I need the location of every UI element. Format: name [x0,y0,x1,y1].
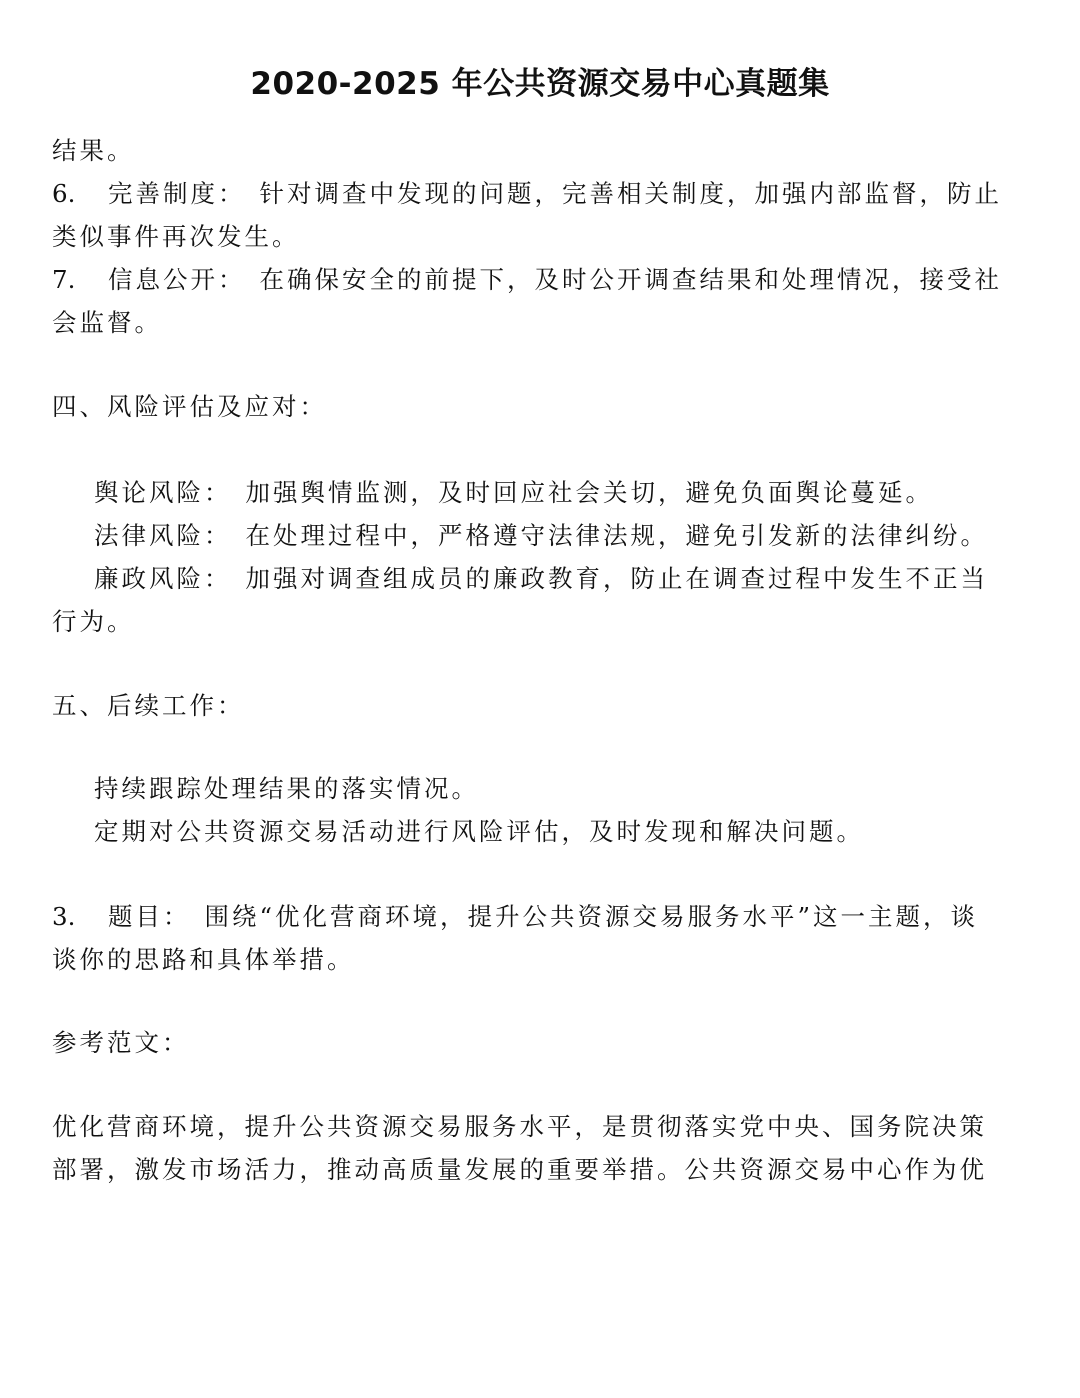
line-text: 针对调查中发现的问题，完善相关制度，加强内部监督，防止 [259,179,1002,208]
list-item-7 [52,262,1002,298]
line-text: 优化营商环境，提升公共资源交易服务水平，是贯彻落实党中央、国务院决策 [52,1112,987,1141]
paragraph-line [52,1109,987,1145]
paragraph-line [52,133,135,169]
list-label: 完善制度： [108,179,246,208]
risk-item-integrity [94,561,988,597]
risk-item-legal [94,518,988,554]
page-title: 2020-2025 年公共资源交易中心真题集 [250,66,830,102]
heading-text: 五、后续工作： [52,691,245,720]
line-text: 定期对公共资源交易活动进行风险评估，及时发现和解决问题。 [94,817,864,846]
line-text: 持续跟踪处理结果的落实情况。 [94,774,479,803]
list-number: 7. [52,265,76,294]
followup-item [94,771,479,807]
risk-label: 法律风险： [94,521,232,550]
section-heading-followup [52,688,245,724]
line-text: 加强舆情监测，及时回应社会关切，避免负面舆论蔓延。 [245,478,933,507]
heading-text: 参考范文： [52,1028,190,1057]
line-text: 在处理过程中，严格遵守法律法规，避免引发新的法律纠纷。 [245,521,988,550]
line-text: 结果。 [52,136,135,165]
risk-label: 廉政风险： [94,564,232,593]
line-text: 谈你的思路和具体举措。 [52,945,355,974]
line-text: 在确保安全的前提下，及时公开调查结果和处理情况，接受社 [259,265,1002,294]
paragraph-line [52,219,300,255]
paragraph-line [52,942,355,978]
paragraph-line [52,604,135,640]
followup-item [94,814,864,850]
risk-label: 舆论风险： [94,478,232,507]
question-number: 3. [52,902,76,931]
line-text: 加强对调查组成员的廉政教育，防止在调查过程中发生不正当 [245,564,988,593]
paragraph-line [52,1152,987,1188]
question-label: 题目： [108,902,191,931]
heading-text: 四、风险评估及应对： [52,392,327,421]
risk-item-public-opinion [94,475,933,511]
reference-heading [52,1025,190,1061]
line-text: 部署，激发市场活力，推动高质量发展的重要举措。公共资源交易中心作为优 [52,1155,987,1184]
list-item-6 [52,176,1002,212]
list-number: 6. [52,179,76,208]
section-heading-risk [52,389,327,425]
list-label: 信息公开： [108,265,246,294]
line-text: 会监督。 [52,308,162,337]
line-text: 行为。 [52,607,135,636]
line-text: 类似事件再次发生。 [52,222,300,251]
line-text: 围绕“优化营商环境，提升公共资源交易服务水平”这一主题，谈 [204,902,979,931]
paragraph-line [52,305,162,341]
question-3 [52,899,978,935]
